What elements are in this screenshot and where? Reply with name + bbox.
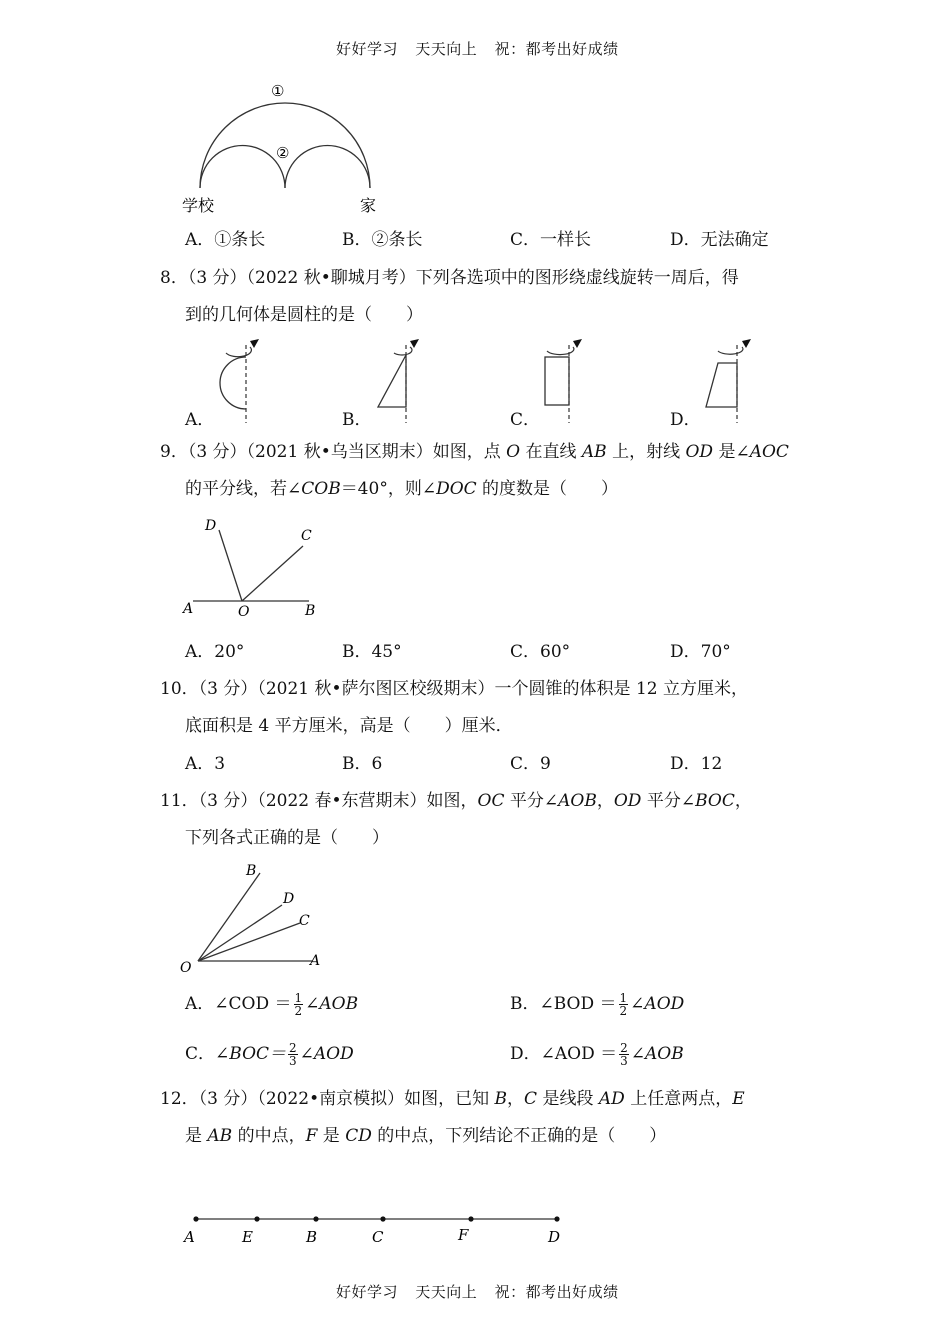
q7-option-b: B．②条长 — [342, 230, 423, 250]
q11-option-a: A．∠COD ＝ $\frac{1}{2}$ ∠AOB — [185, 991, 359, 1018]
footer-text-1: 好好学习 — [336, 1283, 399, 1301]
header-text-2: 天天向上 — [415, 40, 478, 58]
q9-option-a: A．20° — [185, 642, 245, 662]
q11-option-c: C．∠BOC＝ $\frac{2}{3}$ ∠AOD — [185, 1041, 354, 1068]
q10-option-c: C．9 — [510, 754, 551, 774]
q8-figure-b — [368, 335, 428, 425]
q10-stem-line1: 10．（3 分）（2021 秋•萨尔图区校级期末）一个圆锥的体积是 12 立方厘米， — [160, 679, 748, 699]
fig11-label-a: A — [310, 953, 321, 969]
arc2-label: ② — [276, 144, 290, 162]
point-a — [193, 1216, 198, 1221]
fig12-label-d: D — [548, 1228, 561, 1246]
q12-stem-line2: 是 AB 的中点，F 是 CD 的中点，下列结论不正确的是（ ） — [185, 1126, 667, 1146]
arc-path-2a — [200, 146, 285, 188]
arc1-label: ① — [271, 82, 285, 100]
q10-stem-line2: 底面积是 4 平方厘米，高是（ ）厘米． — [185, 716, 513, 736]
fig11-label-d: D — [283, 891, 295, 907]
fig12-label-f: F — [458, 1226, 469, 1244]
q9-option-d: D．70° — [670, 642, 731, 662]
point-c — [380, 1216, 385, 1221]
q12-figure — [175, 1205, 575, 1250]
q8-option-b: B． — [342, 410, 372, 430]
q7-option-d: D．无法确定 — [670, 230, 769, 250]
q8-figure-c — [535, 335, 595, 425]
home-label: 家 — [360, 196, 377, 215]
fig11-label-c: C — [299, 913, 310, 929]
q8-stem-line1: 8．（3 分）（2022 秋•聊城月考）下列各选项中的图形绕虚线旋转一周后，得 — [160, 268, 739, 288]
fig-label-d: D — [205, 518, 217, 534]
q8-option-c: C． — [510, 410, 541, 430]
school-label: 学校 — [182, 196, 215, 215]
header-text-1: 好好学习 — [336, 40, 399, 58]
q7-option-a: A．①条长 — [185, 230, 266, 250]
q11-stem-line2: 下列各式正确的是（ ） — [185, 828, 389, 848]
q9-figure — [175, 510, 335, 625]
fig12-label-c: C — [372, 1228, 384, 1246]
page-header — [330, 38, 625, 59]
q10-option-d: D．12 — [670, 754, 723, 774]
q11-stem-line1: 11．（3 分）（2022 春•东营期末）如图，OC 平分∠AOB，OD 平分∠BOC， — [160, 791, 752, 811]
point-f — [468, 1216, 473, 1221]
q7-figure — [175, 70, 405, 220]
q8-option-a: A． — [185, 410, 215, 430]
q9-option-b: B．45° — [342, 642, 402, 662]
fig12-label-a: A — [184, 1228, 195, 1246]
q9-stem-line1: 9．（3 分）（2021 秋•乌当区期末）如图，点 O 在直线 AB 上，射线 OD 是∠AOC — [160, 442, 789, 462]
fig12-label-e: E — [242, 1228, 253, 1246]
footer-text-3: 祝：都考出好成绩 — [494, 1283, 619, 1301]
q8-stem-line2: 到的几何体是圆柱的是（ ） — [185, 305, 423, 325]
q10-option-a: A．3 — [185, 754, 226, 774]
fig12-label-b: B — [306, 1228, 318, 1246]
fig-label-b: B — [305, 603, 316, 619]
fig-label-a: A — [183, 601, 194, 617]
footer-text-2: 天天向上 — [415, 1283, 478, 1301]
q10-option-b: B．6 — [342, 754, 383, 774]
q11-option-b: B．∠BOD ＝ $\frac{1}{2}$ ∠AOD — [510, 991, 685, 1018]
q9-option-c: C．60° — [510, 642, 571, 662]
q9-stem-line2: 的平分线，若∠COB＝40°，则∠DOC 的度数是（ ） — [185, 479, 619, 499]
page-footer — [330, 1281, 625, 1302]
fig11-label-o: O — [180, 960, 192, 976]
header-text-3: 祝：都考出好成绩 — [494, 40, 619, 58]
q8-option-d: D． — [670, 410, 701, 430]
q8-figure-a — [212, 335, 272, 425]
fig-label-o: O — [238, 604, 250, 620]
point-d — [554, 1216, 559, 1221]
point-e — [254, 1216, 259, 1221]
q7-option-c: C．一样长 — [510, 230, 592, 250]
point-b — [313, 1216, 318, 1221]
q8-figure-d — [700, 335, 760, 425]
q11-option-d: D．∠AOD ＝ $\frac{2}{3}$ ∠AOB — [510, 1041, 684, 1068]
fig-label-c: C — [301, 528, 312, 544]
q11-figure — [172, 855, 337, 980]
arc-path-2b — [285, 146, 370, 188]
fig11-label-b: B — [246, 863, 257, 879]
q12-stem-line1: 12．（3 分）（2022•南京模拟）如图，已知 B，C 是线段 AD 上任意两点，E — [160, 1089, 745, 1109]
